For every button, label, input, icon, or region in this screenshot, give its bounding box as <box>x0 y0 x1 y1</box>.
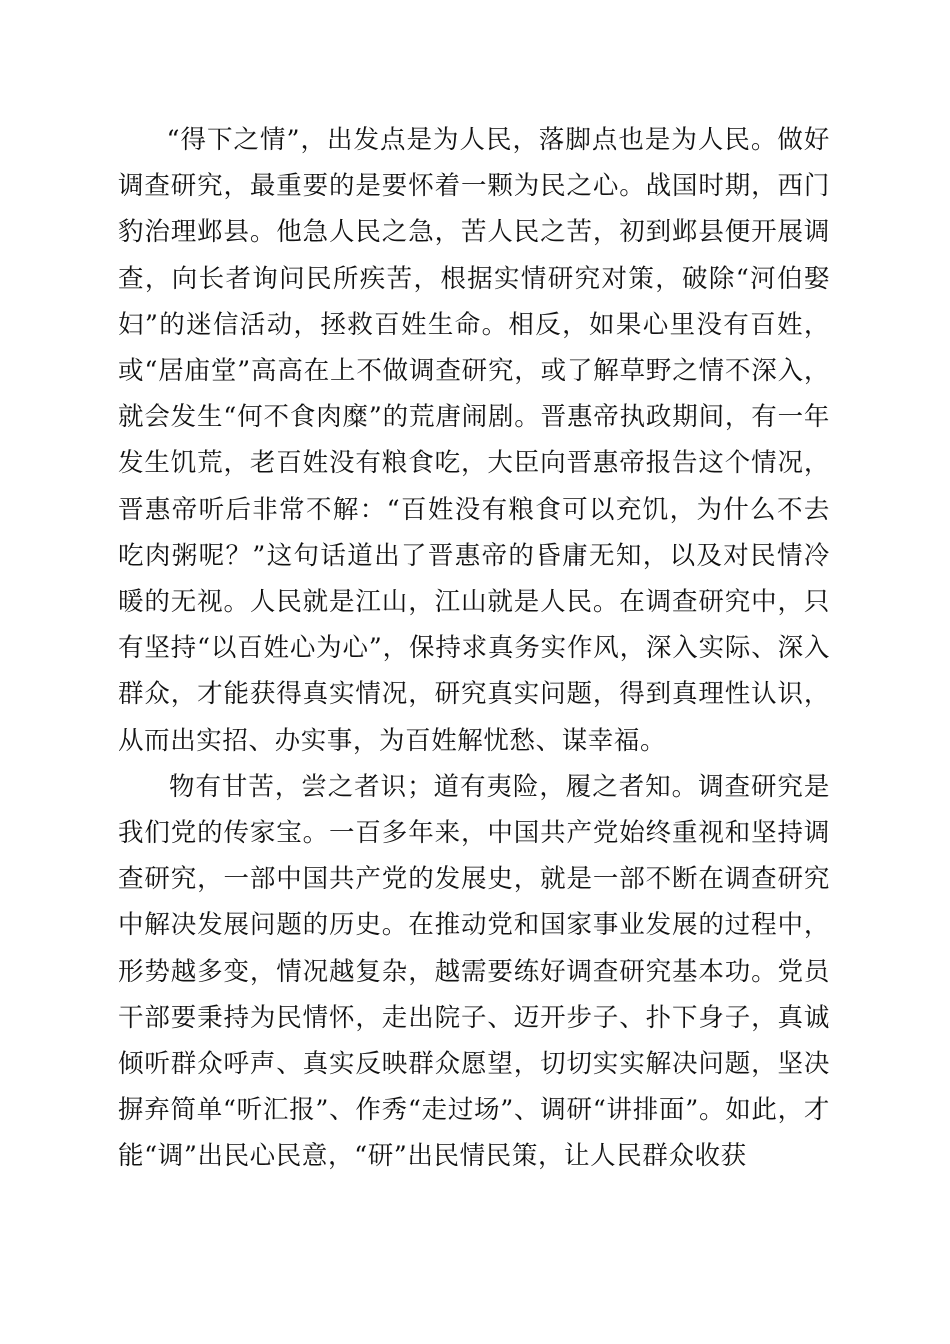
paragraph-2: 物有甘苦，尝之者识；道有夷险，履之者知。调查研究是我们党的传家宝。一百多年来，中国共产党始终重视和坚持调查研究，一部中国共产党的发展史，就是一部不断在调查研究中解决发展问题的历史。在推动党和国家事业发展的过程中，形势越多变，情况越复杂，越需要练好调查研究基本功。党员干部要秉持为民情怀，走出院子、迈开步子、扑下身子，真诚倾听群众呼声、真实反映群众愿望，切切实实解决问题，坚决摒弃简单“听汇报”、作秀“走过场”、调研“讲排面”。如此，才能“调”出民心民意，“研”出民情民策，让人民群众收获 <box>118 771 830 1172</box>
document-body <box>118 117 830 1180</box>
paragraph-1: “得下之情”，出发点是为人民，落脚点也是为人民。做好调查研究，最重要的是要怀着一颗为民之心。战国时期，西门豹治理邺县。他急人民之急，苦人民之苦，初到邺县便开展调查，向长者询问民所疾苦，根据实情研究对策，破除“河伯娶妇”的迷信活动，拯救百姓生命。相反，如果心里没有百姓，或“居庙堂”高高在上不做调查研究，或了解草野之情不深入，就会发生“何不食肉糜”的荒唐闹剧。晋惠帝执政期间，有一年发生饥荒，老百姓没有粮食吃，大臣向晋惠帝报告这个情况，晋惠帝听后非常不解：“百姓没有粮食可以充饥，为什么不去吃肉粥呢？”这句话道出了晋惠帝的昏庸无知，以及对民情冷暖的无视。人民就是江山，江山就是人民。在调查研究中，只有坚持“以百姓心为心”，保持求真务实作风，深入实际、深入群众，才能获得真实情况，研究真实问题，得到真理性认识，从而出实招、办实事，为百姓解忧愁、谋幸福。 <box>118 125 830 756</box>
